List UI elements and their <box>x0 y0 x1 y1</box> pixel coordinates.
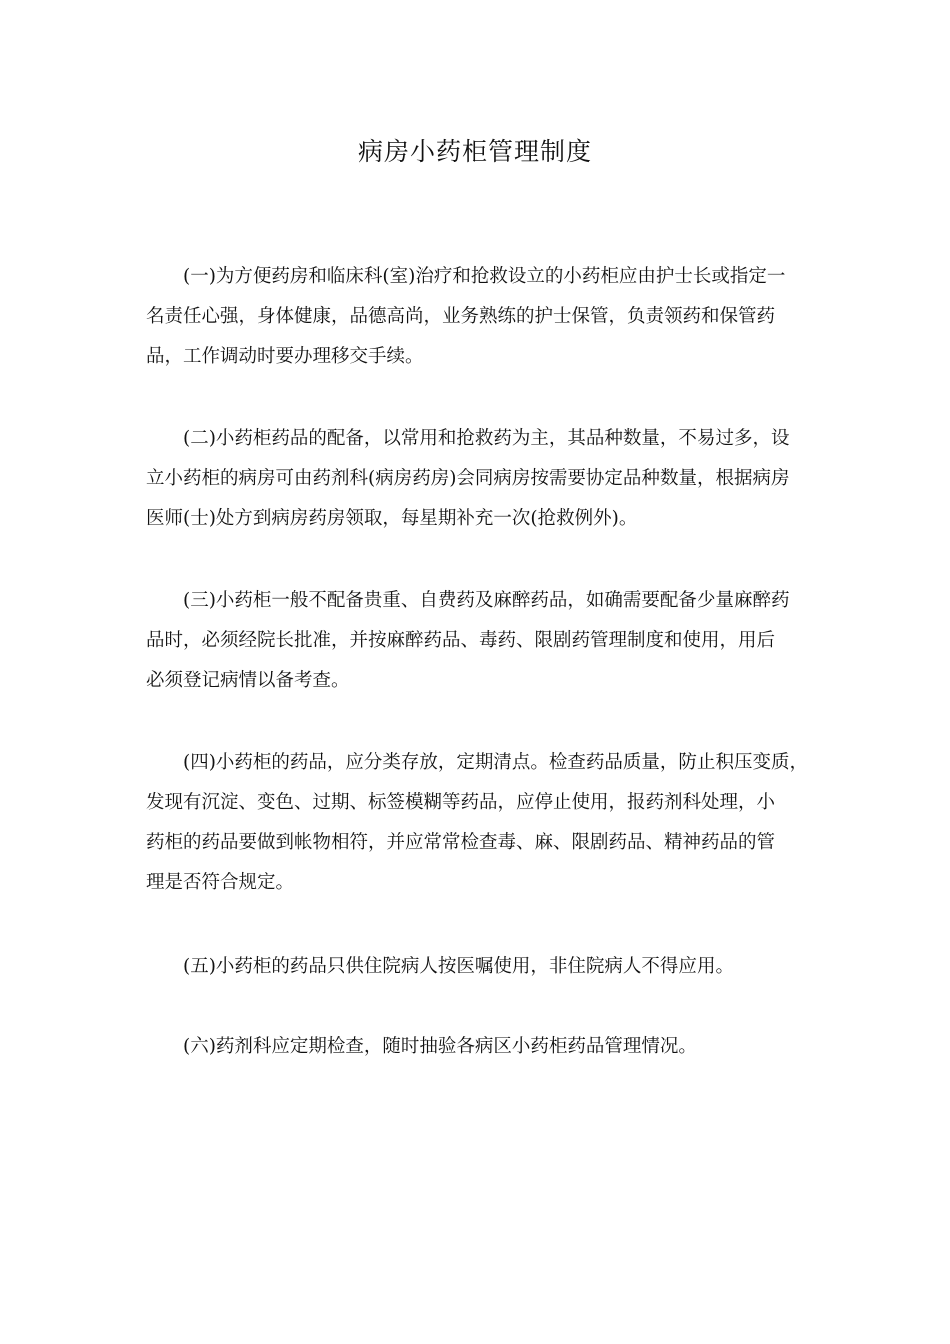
paragraph-line: 医师(士)处方到病房药房领取，每星期补充一次(抢救例外)。 <box>146 508 638 529</box>
paragraph-line: 必须登记病情以备考查。 <box>146 670 350 691</box>
paragraph-1 <box>146 257 826 377</box>
paragraph-5 <box>146 947 826 987</box>
paragraph-line: (四)小药柜的药品，应分类存放，定期清点。检查药品质量，防止积压变质， <box>183 752 808 773</box>
paragraph-line: 理是否符合规定。 <box>146 872 295 893</box>
paragraph-line: 品，工作调动时要办理移交手续。 <box>146 346 424 367</box>
paragraph-line: (五)小药柜的药品只供住院病人按医嘱使用，非住院病人不得应用。 <box>183 956 734 977</box>
paragraph-4 <box>146 743 826 903</box>
paragraph-3 <box>146 581 826 701</box>
document-title: 病房小药柜管理制度 <box>357 137 592 166</box>
paragraph-line: (二)小药柜药品的配备，以常用和抢救药为主，其品种数量，不易过多，设 <box>183 428 790 449</box>
paragraph-line: 药柜的药品要做到帐物相符，并应常常检查毒、麻、限剧药品、精神药品的管 <box>146 832 776 853</box>
paragraph-line: (六)药剂科应定期检查，随时抽验各病区小药柜药品管理情况。 <box>183 1036 697 1057</box>
paragraph-line: 发现有沉淀、变色、过期、标签模糊等药品，应停止使用，报药剂科处理，小 <box>146 792 776 813</box>
paragraph-6 <box>146 1027 826 1067</box>
paragraph-2 <box>146 419 826 539</box>
paragraph-line: (一)为方便药房和临床科(室)治疗和抢救设立的小药柜应由护士长或指定一 <box>183 266 786 287</box>
paragraph-line: 品时，必须经院长批准，并按麻醉药品、毒药、限剧药管理制度和使用，用后 <box>146 630 776 651</box>
paragraph-line: (三)小药柜一般不配备贵重、自费药及麻醉药品，如确需要配备少量麻醉药 <box>183 590 790 611</box>
paragraph-line: 名责任心强，身体健康，品德高尚，业务熟练的护士保管，负责领药和保管药 <box>146 306 776 327</box>
paragraph-line: 立小药柜的病房可由药剂科(病房药房)会同病房按需要协定品种数量，根据病房 <box>146 468 790 489</box>
